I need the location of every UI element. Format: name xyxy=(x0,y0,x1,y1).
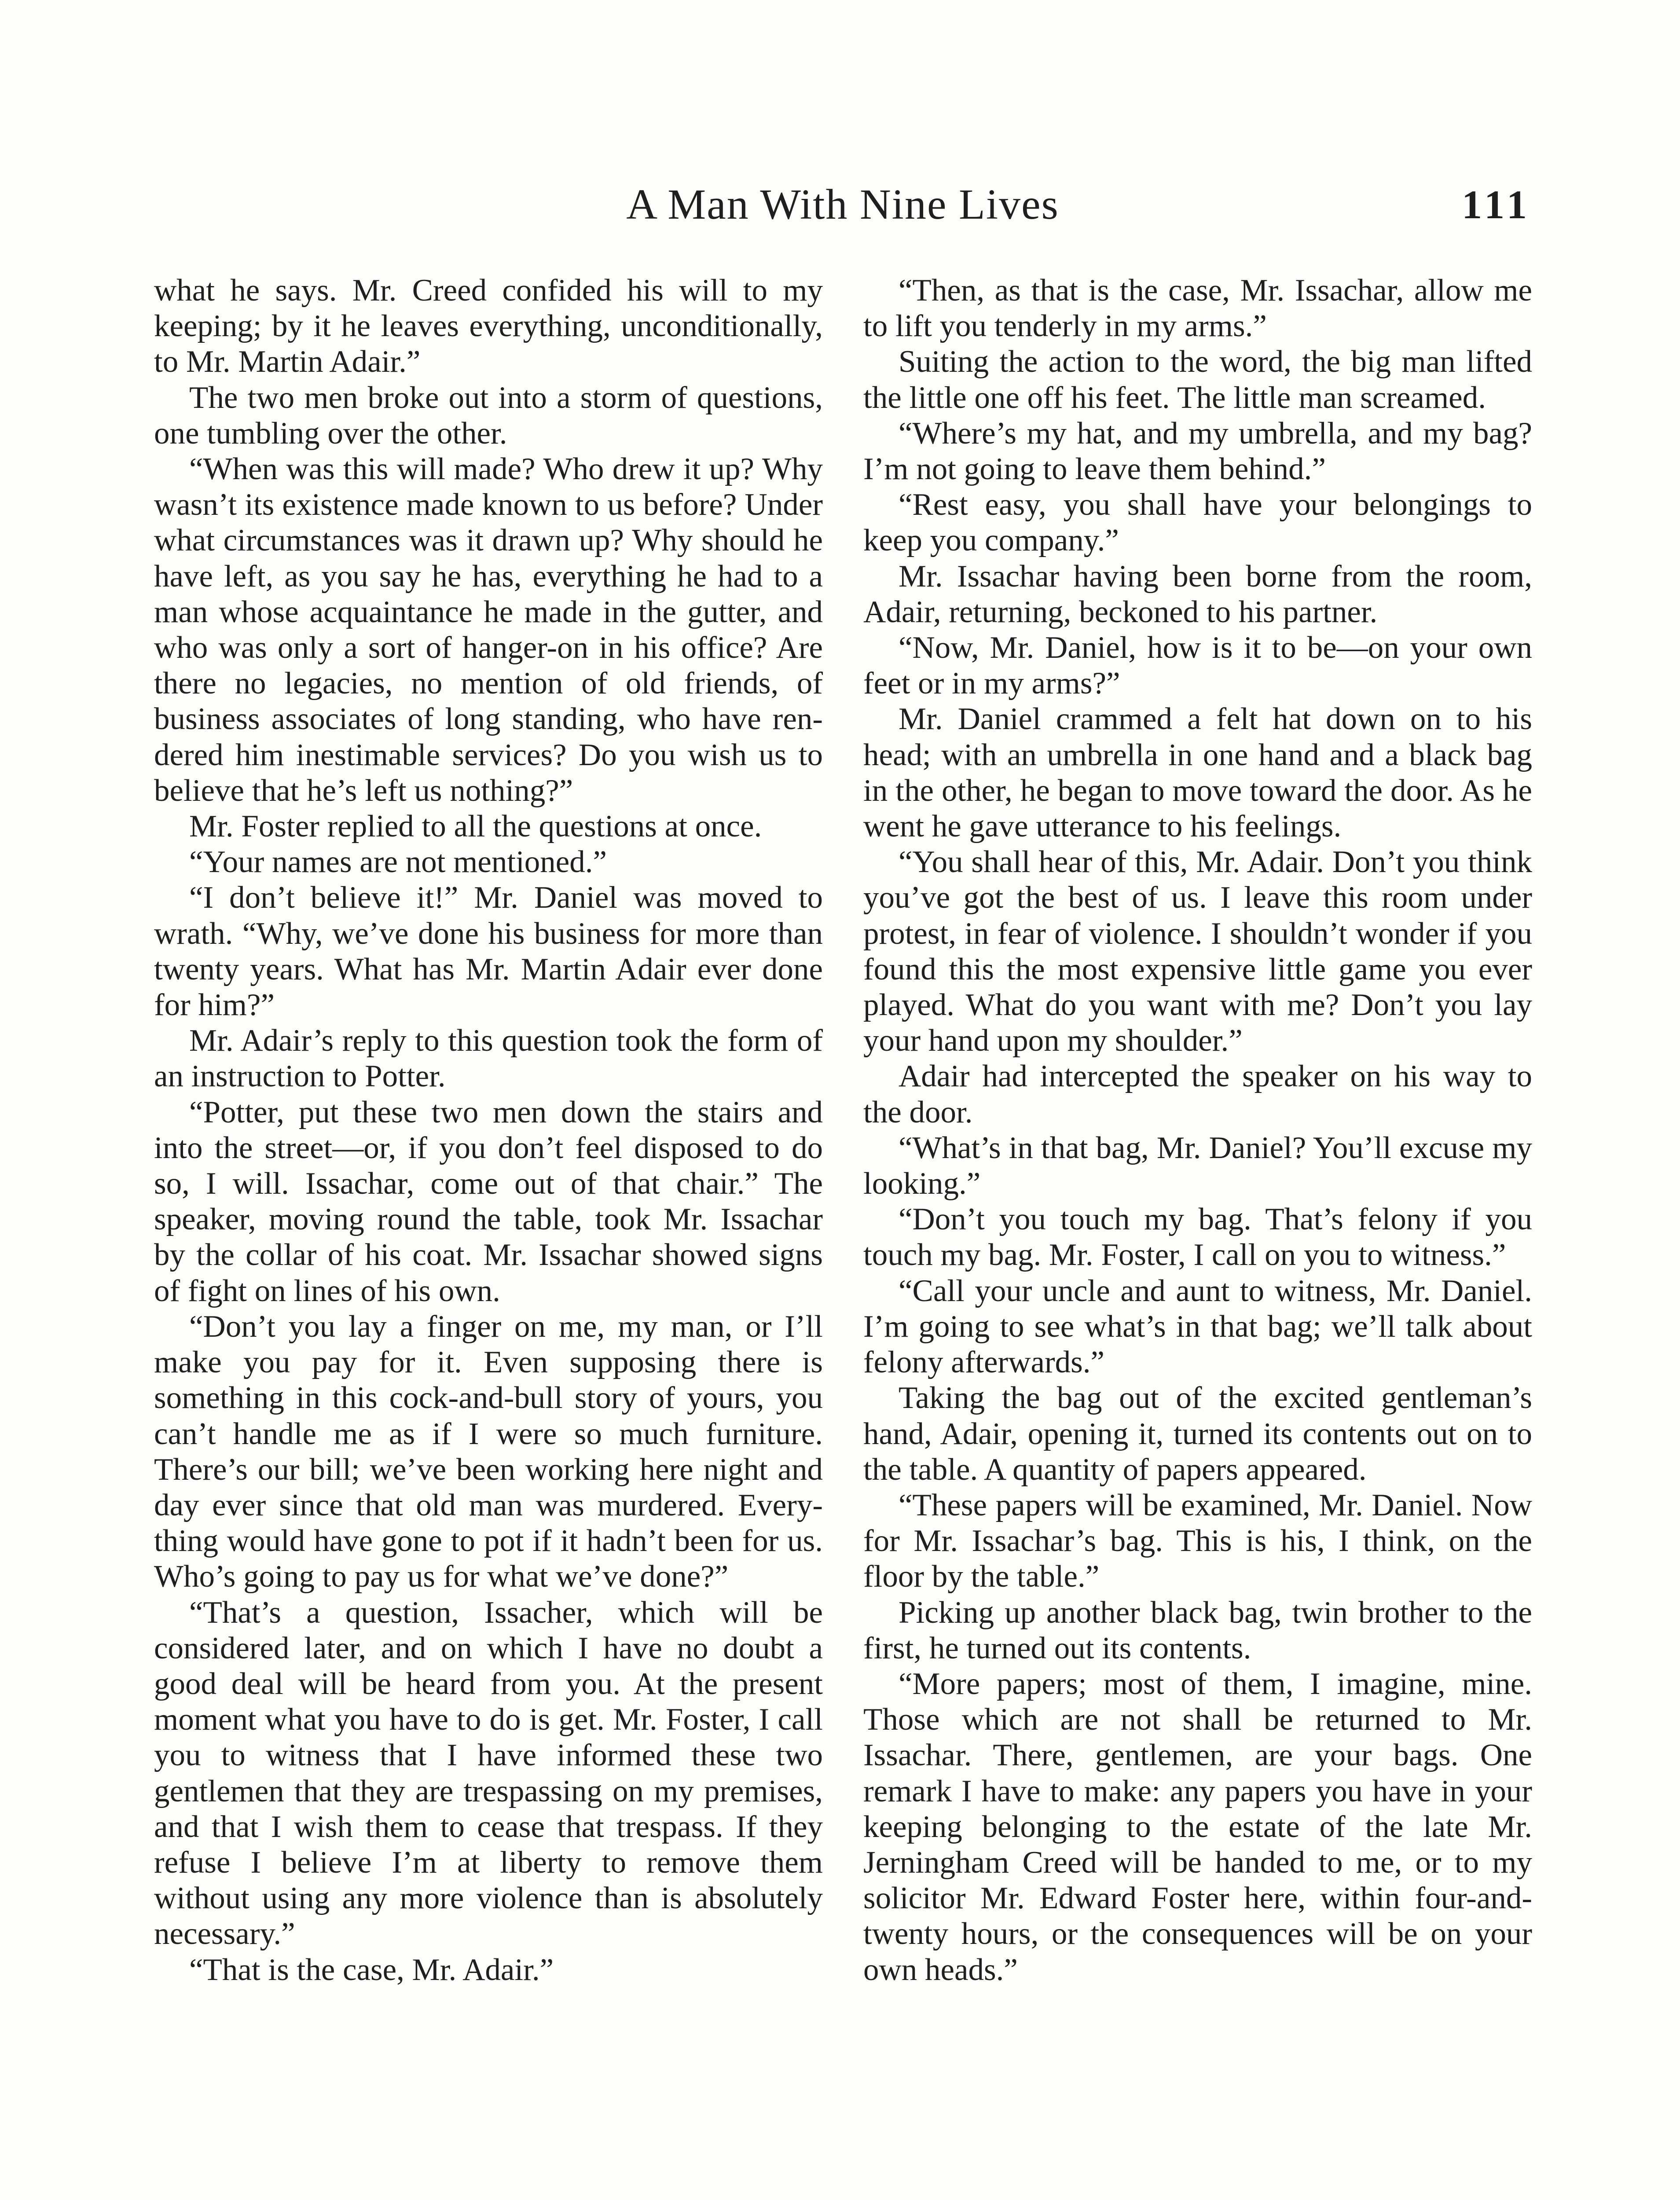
paragraph: “Your names are not mentioned.” xyxy=(189,845,607,880)
paragraph: “Potter, put these two men down the stairs and into the street—or, if you don’t feel disposed to do so, I will. Issachar, come out of that chair.” The speaker, moving round the table, took Mr. Issachar by the collar of his coat. Mr. Issachar showed signs of fight on lines of his own. xyxy=(154,1095,823,1308)
running-header xyxy=(154,176,1531,233)
paragraph: “When was this will made? Who drew it up? Why wasn’t its existence made known to us before? Under what circumstances was it drawn up? Why should he have left, as you say he has, everything he had to a man whose acquaintance he made in the gutter, and who was only a sort of hanger-on in his office? Are there no legacies, no mention of old friends, of business associates of long standing, who have rendered him inestimable services? Do you wish us to believe that he’s left us nothing?” xyxy=(154,452,823,808)
paragraph: “What’s in that bag, Mr. Daniel? You’ll excuse my looking.” xyxy=(863,1130,1532,1201)
paragraph: “Don’t you touch my bag. That’s felony if you touch my bag. Mr. Foster, I call on you to witness.” xyxy=(863,1202,1532,1272)
paragraph: Suiting the action to the word, the big man lifted the little one off his feet. The little man screamed. xyxy=(863,345,1532,415)
paragraph: “Rest easy, you shall have your belongings to keep you company.” xyxy=(863,488,1532,558)
paragraph: Mr. Foster replied to all the questions at once. xyxy=(189,809,762,844)
paragraph: “Where’s my hat, and my umbrella, and my bag? I’m not going to leave them behind.” xyxy=(863,416,1532,487)
paragraph: Mr. Adair’s reply to this question took the form of an instruction to Potter. xyxy=(154,1023,823,1094)
paragraph: “I don’t believe it!” Mr. Daniel was moved to wrath. “Why, we’ve done his business for more than twenty years. What has Mr. Martin Adair ever done for him?” xyxy=(154,880,823,1023)
paragraph: what he says. Mr. Creed confided his will to my keeping; by it he leaves everything, unconditionally, to Mr. Martin Adair.” xyxy=(154,273,823,379)
left-column xyxy=(154,273,823,1988)
paragraph: Mr. Daniel crammed a felt hat down on to his head; with an umbrella in one hand and a black bag in the other, he began to move toward the door. As he went he gave utterance to his feelings. xyxy=(863,702,1532,844)
paragraph: “That is the case, Mr. Adair.” xyxy=(189,1952,554,1987)
paragraph: “Call your uncle and aunt to witness, Mr. Daniel. I’m going to see what’s in that bag; we’ll talk about felony afterwards.” xyxy=(863,1273,1532,1380)
paragraph: “These papers will be examined, Mr. Daniel. Now for Mr. Issachar’s bag. This is his, I think, on the floor by the table.” xyxy=(863,1488,1532,1594)
paragraph: “Then, as that is the case, Mr. Issachar, allow me to lift you tenderly in my arms.” xyxy=(863,273,1532,344)
paragraph: “You shall hear of this, Mr. Adair. Don’t you think you’ve got the best of us. I leave this room under protest, in fear of violence. I shouldn’t wonder if you found this the most expensive little game you ever played. What do you want with me? Don’t you lay your hand upon my shoulder.” xyxy=(863,845,1532,1058)
paragraph: Mr. Issachar having been borne from the room, Adair, returning, beckoned to his partner. xyxy=(863,559,1532,629)
paragraph: “Don’t you lay a finger on me, my man, or I’ll make you pay for it. Even supposing there is something in this cock-and-bull story of yours, you can’t handle me as if I were so much furniture. There’s our bill; we’ve been working here night and day ever since that old man was murdered. Everything would have gone to pot if it hadn’t been for us. Who’s going to pay us for what we’ve done?” xyxy=(154,1309,823,1594)
paragraph: “That’s a question, Issacher, which will be considered later, and on which I have no doubt a good deal will be heard from you. At the present moment what you have to do is get. Mr. Foster, I call you to witness that I have informed these two gentlemen that they are trespassing on my premises, and that I wish them to cease that trespass. If they refuse I believe I’m at liberty to remove them without using any more violence than is absolutely necessary.” xyxy=(154,1595,823,1951)
page-number: 111 xyxy=(1462,182,1531,227)
paragraph: Picking up another black bag, twin brother to the first, he turned out its contents. xyxy=(863,1595,1532,1665)
paragraph: “Now, Mr. Daniel, how is it to be—on your own feet or in my arms?” xyxy=(863,631,1532,701)
running-title: A Man With Nine Lives xyxy=(626,181,1059,228)
right-column xyxy=(863,273,1532,1988)
paragraph: Taking the bag out of the excited gentleman’s hand, Adair, opening it, turned its contents out on to the table. A quantity of papers appeared. xyxy=(863,1381,1532,1487)
paragraph: “More papers; most of them, I imagine, mine. Those which are not shall be returned to Mr. Issachar. There, gentlemen, are your bags. One remark I have to make: any papers you have in your keeping belonging to the estate of the late Mr. Jerningham Creed will be handed to me, or to my solicitor Mr. Edward Foster here, within four-andtwenty hours, or the consequences will be on your own heads.” xyxy=(863,1666,1532,1987)
paragraph: Adair had intercepted the speaker on his way to the door. xyxy=(863,1059,1532,1129)
paragraph: The two men broke out into a storm of questions, one tumbling over the other. xyxy=(154,380,823,451)
